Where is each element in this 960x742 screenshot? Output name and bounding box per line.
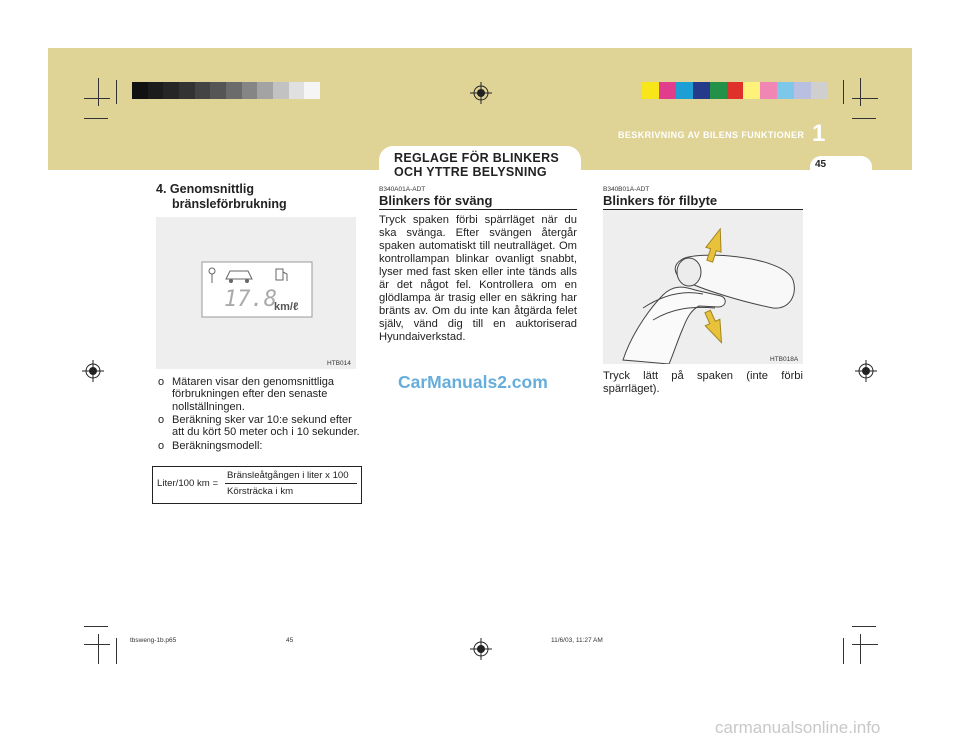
color-swatch	[676, 82, 693, 99]
section-title: REGLAGE FÖR BLINKERS OCH YTTRE BELYSNING	[394, 151, 560, 179]
chapter-title: BESKRIVNING AV BILENS FUNKTIONER	[618, 130, 805, 140]
section-code: B340A01A-ADT	[379, 186, 426, 193]
color-swatch	[710, 82, 727, 99]
formula-lhs: Liter/100 km =	[157, 478, 219, 489]
lane-change-heading: Blinkers för filbyte	[603, 193, 803, 210]
gray-swatch	[273, 82, 289, 99]
fraction-line	[225, 483, 357, 484]
color-bar	[642, 82, 828, 99]
formula-denominator: Körsträcka i km	[227, 486, 294, 497]
crop-mark	[98, 78, 99, 106]
heading-number: 4.	[156, 182, 167, 196]
lane-change-text: Tryck lätt på spaken (inte förbi spärrläget).	[603, 370, 803, 395]
bullet-text: Beräkningsmodell:	[172, 440, 263, 452]
bullet-item	[158, 440, 362, 452]
crop-mark	[84, 626, 108, 627]
bullet-item	[158, 414, 362, 439]
bullet-marker: o	[158, 440, 165, 452]
color-swatch	[659, 82, 676, 99]
crop-mark	[852, 626, 876, 627]
registration-mark-icon	[82, 360, 104, 382]
gray-swatch	[179, 82, 195, 99]
color-swatch	[777, 82, 794, 99]
color-swatch	[811, 82, 828, 99]
crop-mark	[852, 98, 878, 99]
chapter-number: 1	[812, 120, 826, 147]
display-unit: km/ℓ	[274, 301, 299, 313]
gray-swatch	[289, 82, 305, 99]
gray-ramp	[132, 82, 320, 99]
gray-swatch	[257, 82, 273, 99]
footer-file: tbsweng-1b.p65	[130, 637, 177, 644]
bullet-marker: o	[158, 414, 165, 426]
heading-line1: Genomsnittlig	[169, 182, 254, 196]
fuel-heading	[156, 182, 356, 212]
lever-hand-illustration	[603, 210, 803, 364]
color-swatch	[727, 82, 744, 99]
gray-swatch	[148, 82, 164, 99]
crop-mark	[843, 638, 844, 664]
bullet-text: Beräkning sker var 10:e sekund efter att du kört 50 meter och i 10 sekunder.	[172, 414, 360, 439]
bullet-item	[158, 376, 362, 413]
crop-mark	[98, 634, 99, 664]
crop-mark	[843, 80, 844, 104]
crop-mark	[860, 78, 861, 106]
section-code: B340B01A-ADT	[603, 186, 650, 193]
gray-swatch	[163, 82, 179, 99]
fuel-display-image	[156, 217, 356, 369]
crop-mark	[852, 118, 876, 119]
crop-mark	[84, 118, 108, 119]
crop-mark	[860, 634, 861, 664]
turn-signal-heading: Blinkers för sväng	[379, 193, 577, 210]
image-code: HTB014	[327, 360, 351, 367]
color-swatch	[760, 82, 777, 99]
gray-swatch	[226, 82, 242, 99]
crop-mark	[116, 638, 117, 664]
crop-mark	[852, 644, 878, 645]
crop-mark	[116, 80, 117, 104]
footer-timestamp: 11/6/03, 11:27 AM	[551, 637, 603, 644]
bullet-marker: o	[158, 376, 165, 388]
footer-page: 45	[286, 637, 294, 644]
registration-mark-icon	[470, 638, 492, 660]
gray-swatch	[304, 82, 320, 99]
manual-page	[48, 48, 912, 694]
gray-swatch	[242, 82, 258, 99]
formula-box	[152, 466, 362, 504]
gray-swatch	[195, 82, 211, 99]
color-swatch	[693, 82, 710, 99]
registration-mark-icon	[470, 82, 492, 104]
bullet-text: Mätaren visar den genomsnittliga förbrukningen efter den senaste nollställningen.	[172, 376, 335, 413]
display-value: 17.8	[224, 287, 277, 312]
crop-mark	[84, 98, 110, 99]
gray-swatch	[210, 82, 226, 99]
bottom-watermark[interactable]: carmanualsonline.info	[715, 718, 881, 737]
image-code: HTB018A	[770, 356, 799, 363]
watermark-link[interactable]: CarManuals2.com	[398, 372, 548, 392]
crop-mark	[84, 644, 110, 645]
turn-signal-text: Tryck spaken förbi spärrläget när du ska svänga. Efter svängen återgår spaken automatiskt till neutralläget. Om kontrollampan blinkar ovanligt snabbt, lyser med fast sken eller inte tänds alls är det något fel. Kontrollera om en glödlampa är trasig eller en säkring har bränts av. Om du inte kan åtgärda felet själv, vänd dig till en auktoriserad Hyundaiverkstad.	[379, 214, 577, 343]
heading-line2: bränsleförbrukning	[172, 197, 287, 211]
gray-swatch	[132, 82, 148, 99]
color-swatch	[642, 82, 659, 99]
color-swatch	[743, 82, 760, 99]
formula-numerator: Bränsleåtgången i liter x 100	[227, 470, 349, 481]
registration-mark-icon	[855, 360, 877, 382]
color-swatch	[794, 82, 811, 99]
lever-image	[603, 210, 803, 364]
page-number: 45	[815, 159, 827, 170]
